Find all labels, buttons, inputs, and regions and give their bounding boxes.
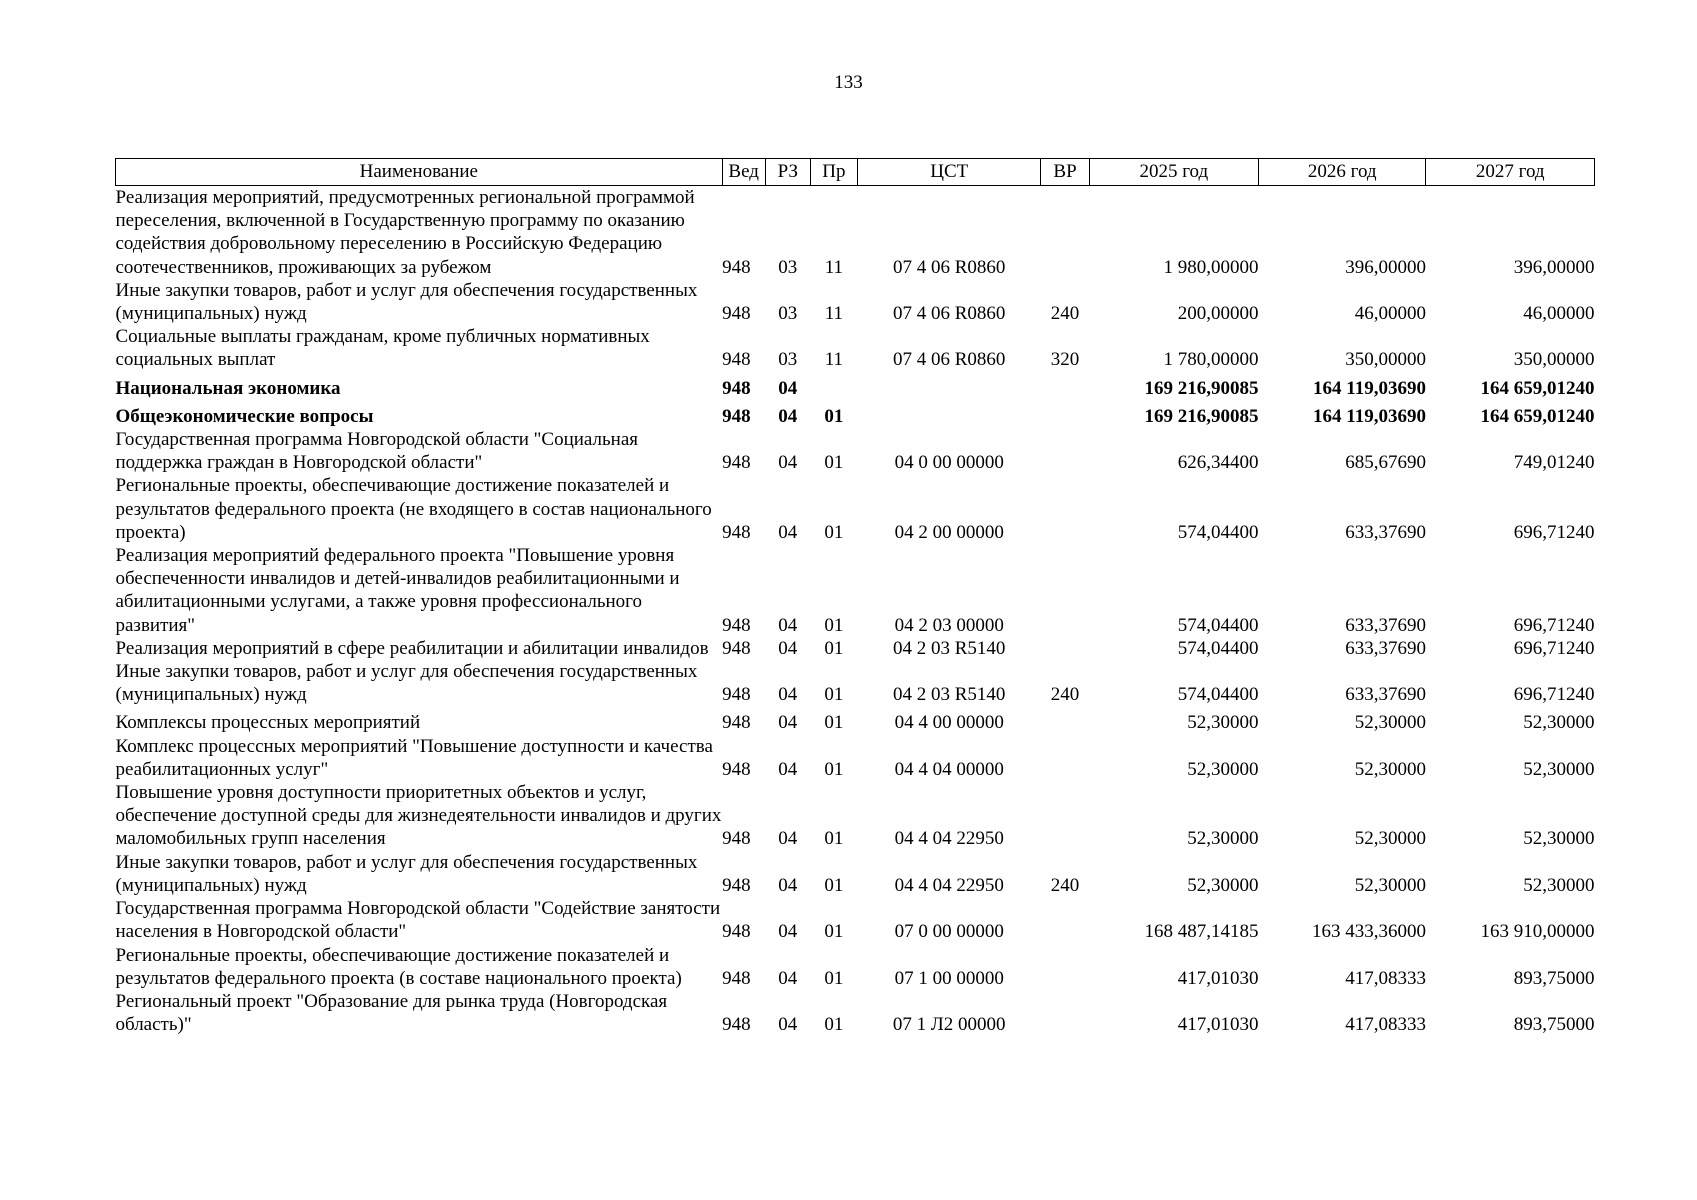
cell-pr: 01 — [824, 614, 844, 636]
cell-2025: 417,01030 — [1177, 1014, 1259, 1036]
cell-pr: 11 — [824, 256, 844, 278]
cell-vr — [1041, 944, 1089, 990]
cell-name: Реализация мероприятий федерального проекта "Повышение уровня обеспеченности инвалидов и детей-инвалидов реабилитационными и абилитационными услугами, а также уровня профессионального развития" — [115, 545, 680, 636]
cell-cst: 07 0 00 00000 — [894, 921, 1004, 943]
header-rz: РЗ — [765, 159, 810, 186]
cell-rz: 04 — [778, 967, 798, 989]
cell-2025: 168 487,14185 — [1144, 921, 1259, 943]
cell-name: Иные закупки товаров, работ и услуг для обеспечения государственных (муниципальных) нужд — [115, 851, 698, 896]
table-body — [116, 186, 1595, 1037]
cell-ved: 948 — [722, 967, 751, 989]
cell-ved: 948 — [722, 1014, 751, 1036]
cell-2025: 52,30000 — [1187, 828, 1259, 850]
cell-ved: 948 — [722, 349, 751, 371]
cell-cst: 04 4 04 22950 — [894, 828, 1004, 850]
cell-pr: 01 — [824, 684, 844, 706]
cell-pr: 01 — [824, 828, 844, 850]
cell-pr: 01 — [824, 921, 844, 943]
cell-ved: 948 — [722, 712, 751, 734]
cell-rz: 04 — [778, 452, 798, 474]
cell-2025: 574,04400 — [1177, 637, 1259, 659]
header-2025: 2025 год — [1089, 159, 1258, 186]
header-vr: ВР — [1041, 159, 1089, 186]
cell-2025: 52,30000 — [1187, 712, 1259, 734]
cell-vr — [1041, 637, 1089, 660]
cell-ved: 948 — [722, 405, 751, 427]
cell-2026: 633,37690 — [1345, 521, 1426, 543]
cell-rz: 04 — [778, 921, 798, 943]
table-row — [116, 706, 1595, 734]
cell-rz: 04 — [778, 684, 798, 706]
cell-rz: 04 — [778, 828, 798, 850]
table-row — [116, 372, 1595, 400]
cell-vr — [1041, 706, 1089, 734]
cell-2026: 417,08333 — [1345, 1014, 1426, 1036]
cell-cst: 04 4 00 00000 — [894, 712, 1004, 734]
header-2027: 2027 год — [1426, 159, 1595, 186]
cell-2027: 163 910,00000 — [1480, 921, 1595, 943]
cell-rz: 04 — [778, 377, 798, 399]
cell-rz: 04 — [778, 874, 798, 896]
cell-2027: 46,00000 — [1523, 303, 1595, 325]
cell-2027: 749,01240 — [1513, 452, 1595, 474]
table-row — [116, 990, 1595, 1036]
cell-2027: 696,71240 — [1513, 614, 1595, 636]
cell-vr: 240 — [1050, 303, 1080, 325]
header-ved: Вед — [722, 159, 765, 186]
cell-2026: 633,37690 — [1345, 614, 1426, 636]
cell-rz: 04 — [778, 405, 798, 427]
cell-2027: 350,00000 — [1513, 349, 1595, 371]
cell-name: Реализация мероприятий в сфере реабилитации и абилитации инвалидов — [115, 637, 709, 659]
cell-2027: 52,30000 — [1523, 874, 1595, 896]
cell-pr: 01 — [824, 967, 844, 989]
cell-rz: 04 — [778, 758, 798, 780]
cell-2026: 164 119,03690 — [1313, 405, 1426, 427]
cell-ved: 948 — [722, 377, 751, 399]
table-row — [116, 279, 1595, 325]
cell-vr: 320 — [1050, 349, 1080, 371]
cell-ved: 948 — [722, 614, 751, 636]
cell-name: Региональный проект "Образование для рынка труда (Новгородская область)" — [115, 990, 668, 1036]
cell-name: Региональные проекты, обеспечивающие достижение показателей и результатов федерального проекта (в составе национального проекта) — [115, 944, 682, 989]
budget-table — [115, 158, 1595, 1036]
cell-ved: 948 — [722, 303, 751, 325]
cell-rz: 03 — [778, 349, 798, 371]
cell-2025: 1 980,00000 — [1163, 256, 1259, 278]
cell-name: Национальная экономика — [115, 377, 341, 399]
cell-pr: 11 — [824, 349, 844, 371]
cell-ved: 948 — [722, 758, 751, 780]
cell-2027: 52,30000 — [1523, 758, 1595, 780]
cell-name: Комплекс процессных мероприятий "Повышение доступности и качества реабилитационных услуг" — [115, 735, 713, 780]
header-cst: ЦСТ — [857, 159, 1040, 186]
cell-name: Комплексы процессных мероприятий — [115, 712, 421, 734]
cell-2026: 350,00000 — [1345, 349, 1426, 371]
cell-cst: 04 2 03 R5140 — [893, 684, 1006, 706]
cell-rz: 03 — [778, 256, 798, 278]
cell-2027: 164 659,01240 — [1480, 405, 1595, 427]
cell-pr: 01 — [824, 758, 844, 780]
header-row — [116, 159, 1595, 186]
cell-rz: 03 — [778, 303, 798, 325]
cell-vr — [1041, 781, 1089, 851]
cell-name: Повышение уровня доступности приоритетных объектов и услуг, обеспечение доступной среды для жизнедеятельности инвалидов и других маломобильных групп населения — [115, 782, 722, 850]
cell-2027: 696,71240 — [1513, 684, 1595, 706]
table-row — [116, 660, 1595, 706]
cell-pr: 11 — [824, 303, 844, 325]
cell-2025: 169 216,90085 — [1144, 405, 1259, 427]
cell-vr — [1041, 400, 1089, 428]
cell-ved: 948 — [722, 921, 751, 943]
cell-2025: 574,04400 — [1177, 614, 1259, 636]
cell-2027: 893,75000 — [1513, 967, 1595, 989]
cell-2026: 633,37690 — [1345, 637, 1426, 659]
header-2026: 2026 год — [1259, 159, 1426, 186]
cell-ved: 948 — [722, 452, 751, 474]
cell-2025: 574,04400 — [1177, 521, 1259, 543]
cell-cst: 07 4 06 R0860 — [893, 303, 1006, 325]
cell-2026: 163 433,36000 — [1311, 921, 1426, 943]
cell-rz: 04 — [778, 1014, 798, 1036]
cell-2025: 200,00000 — [1177, 303, 1259, 325]
cell-vr: 240 — [1050, 874, 1080, 896]
cell-rz: 04 — [778, 521, 798, 543]
cell-cst: 04 2 03 R5140 — [893, 637, 1006, 659]
cell-pr: 01 — [824, 874, 844, 896]
table-row — [116, 897, 1595, 943]
cell-pr: 01 — [824, 405, 844, 427]
table-row — [116, 944, 1595, 990]
cell-cst: 04 2 00 00000 — [894, 521, 1004, 543]
table-row — [116, 735, 1595, 781]
cell-2025: 1 780,00000 — [1163, 349, 1259, 371]
cell-cst: 07 1 00 00000 — [894, 967, 1004, 989]
cell-2026: 46,00000 — [1354, 303, 1426, 325]
cell-name: Государственная программа Новгородской области "Содействие занятости населения в Новгородской области" — [115, 898, 721, 943]
table-row — [116, 474, 1595, 544]
cell-cst: 04 0 00 00000 — [894, 452, 1004, 474]
cell-cst — [857, 372, 1040, 400]
cell-cst — [857, 400, 1040, 428]
cell-vr — [1041, 735, 1089, 781]
table-row — [116, 851, 1595, 897]
table-row — [116, 544, 1595, 637]
cell-name: Иные закупки товаров, работ и услуг для обеспечения государственных (муниципальных) нужд — [115, 279, 698, 325]
table-row — [116, 428, 1595, 474]
cell-name: Иные закупки товаров, работ и услуг для обеспечения государственных (муниципальных) нужд — [115, 661, 698, 706]
cell-cst: 04 4 04 22950 — [894, 874, 1004, 896]
cell-vr — [1041, 474, 1089, 544]
header-pr: Пр — [810, 159, 857, 186]
table-row — [116, 637, 1595, 660]
cell-2025: 626,34400 — [1177, 452, 1259, 474]
cell-name: Общеэкономические вопросы — [115, 405, 374, 427]
cell-pr — [810, 372, 857, 400]
cell-2026: 52,30000 — [1354, 758, 1426, 780]
cell-2025: 574,04400 — [1177, 684, 1259, 706]
cell-name: Государственная программа Новгородской области "Социальная поддержка граждан в Новгородской области" — [115, 429, 639, 474]
cell-pr: 01 — [824, 521, 844, 543]
header-name: Наименование — [116, 159, 723, 186]
table-row — [116, 781, 1595, 851]
cell-pr: 01 — [824, 1014, 844, 1036]
cell-cst: 07 4 06 R0860 — [893, 256, 1006, 278]
cell-cst: 04 2 03 00000 — [894, 614, 1004, 636]
cell-2027: 164 659,01240 — [1480, 377, 1595, 399]
cell-2027: 893,75000 — [1513, 1014, 1595, 1036]
cell-rz: 04 — [778, 712, 798, 734]
cell-pr: 01 — [824, 637, 844, 659]
cell-2027: 396,00000 — [1513, 256, 1595, 278]
cell-2026: 52,30000 — [1354, 828, 1426, 850]
cell-2026: 52,30000 — [1354, 874, 1426, 896]
cell-pr: 01 — [824, 452, 844, 474]
cell-2026: 633,37690 — [1345, 684, 1426, 706]
cell-name: Реализация мероприятий, предусмотренных региональной программой переселения, включенной в Государственную программу по оказанию содействия добровольному переселению в Российскую Федерацию соотечественников, проживающих за рубежом — [115, 187, 695, 278]
cell-2025: 417,01030 — [1177, 967, 1259, 989]
cell-2026: 685,67690 — [1345, 452, 1426, 474]
cell-2027: 52,30000 — [1523, 712, 1595, 734]
cell-2027: 52,30000 — [1523, 828, 1595, 850]
cell-vr: 240 — [1050, 684, 1080, 706]
cell-2025: 52,30000 — [1187, 874, 1259, 896]
cell-rz: 04 — [778, 637, 798, 659]
cell-name: Региональные проекты, обеспечивающие достижение показателей и результатов федерального проекта (не входящего в состав национального проекта) — [115, 475, 712, 543]
table-row — [116, 186, 1595, 279]
cell-2027: 696,71240 — [1513, 521, 1595, 543]
page-number: 133 — [834, 72, 863, 93]
cell-vr — [1041, 990, 1089, 1036]
cell-rz: 04 — [778, 614, 798, 636]
cell-vr — [1041, 428, 1089, 474]
cell-ved: 948 — [722, 828, 751, 850]
cell-ved: 948 — [722, 684, 751, 706]
table-header — [116, 159, 1595, 186]
cell-2026: 164 119,03690 — [1313, 377, 1426, 399]
cell-ved: 948 — [722, 874, 751, 896]
cell-2026: 417,08333 — [1345, 967, 1426, 989]
table-row — [116, 400, 1595, 428]
cell-vr — [1041, 544, 1089, 637]
cell-2026: 396,00000 — [1345, 256, 1426, 278]
cell-2025: 52,30000 — [1187, 758, 1259, 780]
cell-2025: 169 216,90085 — [1144, 377, 1259, 399]
cell-pr: 01 — [824, 712, 844, 734]
cell-ved: 948 — [722, 637, 751, 659]
cell-ved: 948 — [722, 256, 751, 278]
table-row — [116, 325, 1595, 371]
cell-name: Социальные выплаты гражданам, кроме публичных нормативных социальных выплат — [115, 326, 650, 371]
cell-vr — [1041, 186, 1089, 279]
cell-vr — [1041, 897, 1089, 943]
cell-2026: 52,30000 — [1354, 712, 1426, 734]
cell-cst: 04 4 04 00000 — [894, 758, 1004, 780]
cell-2027: 696,71240 — [1513, 637, 1595, 659]
cell-cst: 07 4 06 R0860 — [893, 349, 1006, 371]
cell-ved: 948 — [722, 521, 751, 543]
cell-vr — [1041, 372, 1089, 400]
cell-cst: 07 1 Л2 00000 — [892, 1014, 1006, 1036]
